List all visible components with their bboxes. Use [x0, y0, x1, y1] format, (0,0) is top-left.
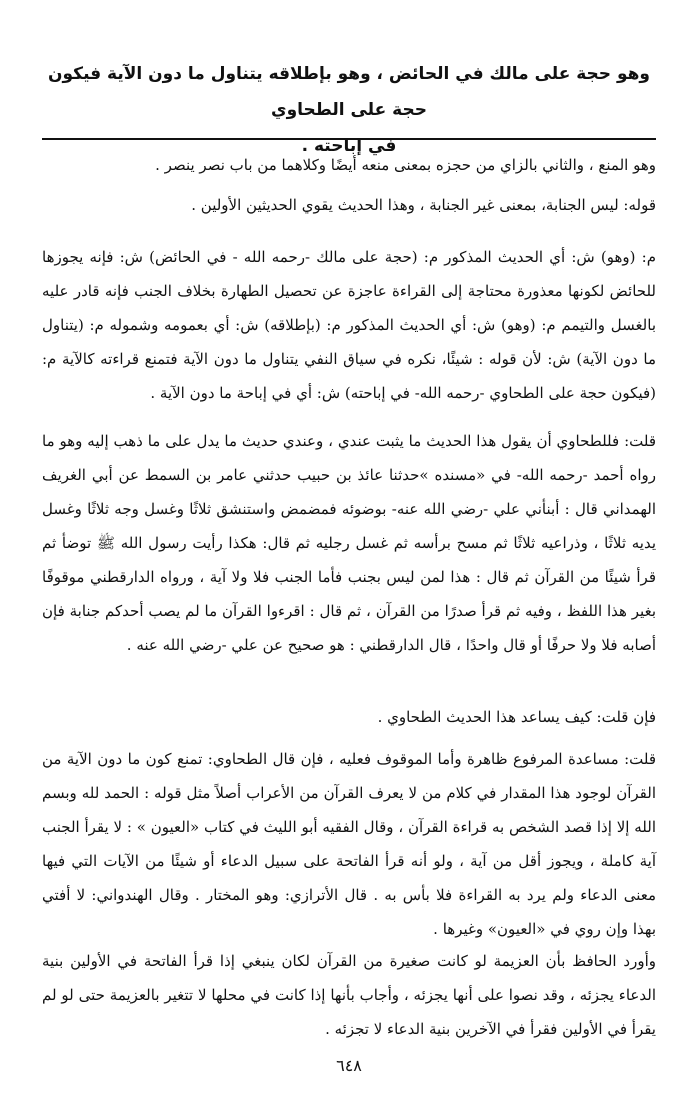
heading-line-2: في إباحته .: [301, 136, 397, 156]
commentary-paragraph-3: م: (وهو) ش: أي الحديث المذكور م: (حجة على مالك -رحمه الله - في الحائض) ش: فإنه يجوزها للحائض لكونها معذورة محتاجة إلى القراءة عاجزة عن تحصيل الطهارة بخلاف الجنب فإنه قادر عليه بالغسل والتيمم م: (وهو) ش: أي الحديث المذكور م: (بإطلاقه) ش: أي بعمومه وشموله م: (يتناول ما دون الآية) ش: لأن قوله : شيئًا، نكره في سياق النفي يتناول ما دون الآية فتمنع قراءته كالآية م: (فيكون حجة على الطحاوي -رحمه الله- في إباحته) ش: أي في إباحة ما دون الآية .: [42, 248, 656, 402]
commentary-paragraph-2: قوله: ليس الجنابة، بمعنى غير الجنابة ، وهذا الحديث يقوي الحديثين الأولين .: [191, 196, 656, 214]
section-heading: [42, 56, 656, 156]
page-number: ٦٤٨: [336, 1056, 362, 1075]
commentary-paragraph-6: قلت: مساعدة المرفوع ظاهرة وأما الموقوف فعليه ، فإن قال الطحاوي: تمنع كون ما دون الآية من القرآن لوجود هذا المقدار في كلام من لا يعرف القرآن من الأعراب أصلاً مثل قوله : الحمد لله وبسم الله إلا إذا قصد الشخص به قراءة القرآن ، وقال الفقيه أبو الليث في كتاب «العيون » : لا يقرأ الجنب آية كاملة ، ويجوز أقل من آية ، ولو أنه قرأ الفاتحة على سبيل الدعاء أو شيئًا من الآيات التي فيها معنى الدعاء ولم يرد به القراءة فلا بأس به . قال الأترازي: وهو المختار . وقال الهندواني: لا أفتي بهذا وإن روي في «العيون» وغيرها .: [42, 750, 656, 938]
commentary-paragraph-4: قلت: فللطحاوي أن يقول هذا الحديث ما يثبت عندي ، وعندي حديث ما يدل على ما ذهب إليه وهو ما رواه أحمد -رحمه الله- في «مسنده »حدثنا عائذ بن حبيب حدثني عامر بن السمط عن أبي الغريف الهمداني قال : أبنأني علي -رضي الله عنه- بوضوئه فمضمض واستنشق ثلاثًا وغسل وجه ثلاثًا وغسل يديه ثلاثًا ، وذراعيه ثلاثًا ثم مسح برأسه ثم غسل رجليه ثم قال: هكذا رأيت رسول الله ﷺ توضأ ثم قرأ شيئًا من القرآن ثم قال : هذا لمن ليس بجنب فأما الجنب فلا ولا آية ، ورواه الدارقطني موقوفًا بغير هذا اللفظ ، وفيه ثم قرأ صدرًا من القرآن ، ثم قال : اقرءوا القرآن ما لم يصب أحدكم جنابة فإن أصابه فلا ولا حرفًا أو قال واحدًا ، قال الدارقطني : هو صحيح عن علي -رضي الله عنه .: [42, 432, 656, 654]
commentary-paragraph-5: فإن قلت: كيف يساعد هذا الحديث الطحاوي .: [377, 708, 656, 726]
heading-line-1: وهو حجة على مالك في الحائض ، وهو بإطلاقه يتناول ما دون الآية فيكون حجة على الطحاوي: [48, 64, 650, 120]
commentary-paragraph-1: وهو المنع ، والثاني بالزاي من حجزه بمعنى منعه أيضًا وكلاهما من باب نصر ينصر .: [155, 156, 656, 174]
commentary-paragraph-7: وأورد الحافظ بأن العزيمة لو كانت صغيرة من القرآن لكان ينبغي إذا قرأ الفاتحة في الأولين بنية الدعاء يجزئه ، وقد نصوا على أنها يجزئه ، وأجاب بأنها إذا كانت في محلها لا تتغير بالعزيمة حتى لو لم يقرأ في الأولين فقرأ في الآخرين بنية الدعاء لا تجزئه .: [42, 952, 656, 1038]
